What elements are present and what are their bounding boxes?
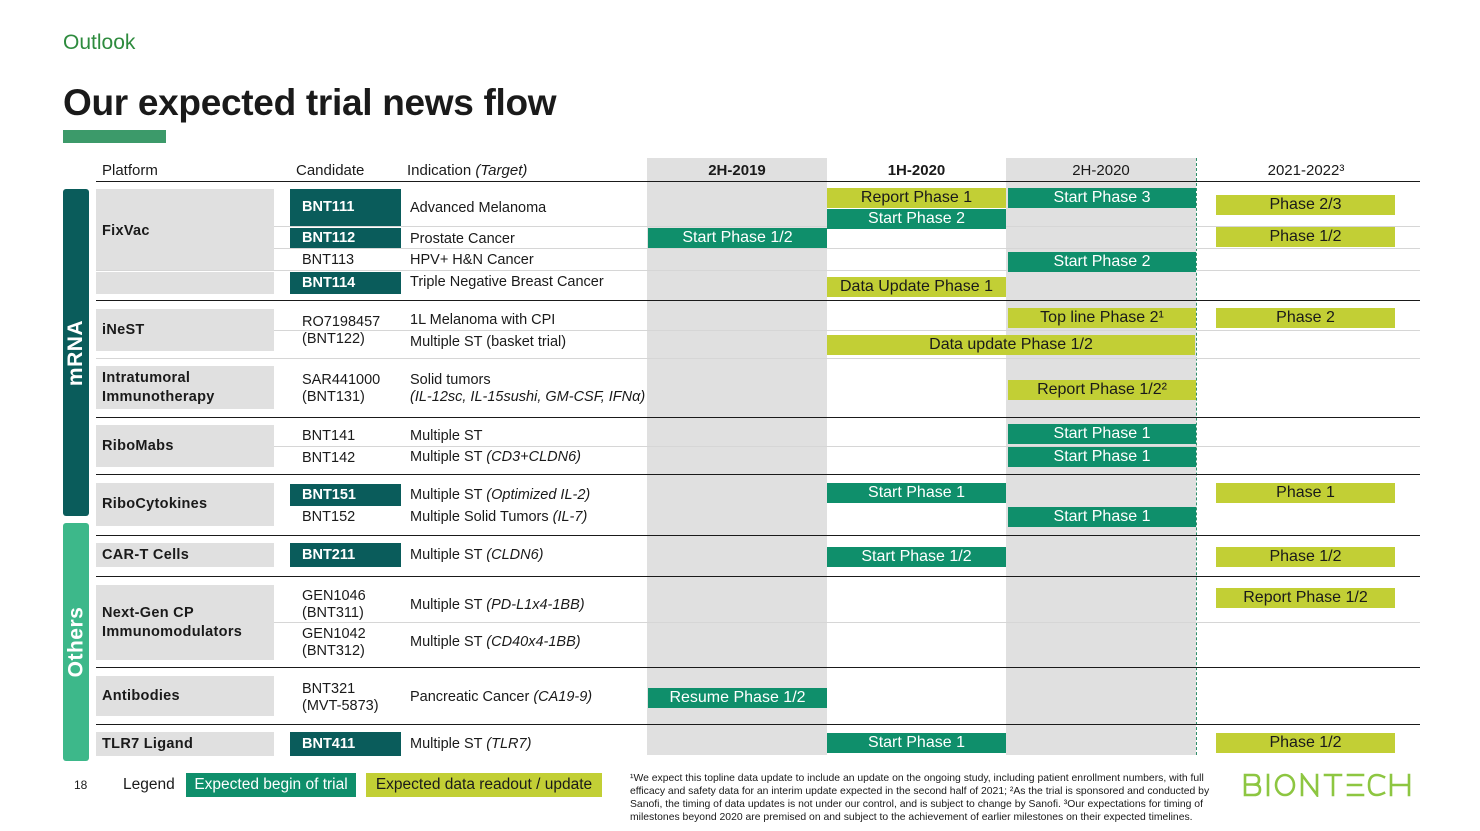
group-label-mrna: mRNA	[63, 189, 89, 516]
page-title: Our expected trial news flow	[63, 82, 557, 123]
indication-bnt312: Multiple ST (CD40x4-1BB)	[410, 633, 581, 650]
candidate-bnt142: BNT142	[302, 449, 356, 466]
header-indication: Indication (Target)	[407, 162, 528, 179]
indication-1l-melanoma-cpi: 1L Melanoma with CPI	[410, 311, 556, 328]
indication-prostate-cancer: Prostate Cancer	[410, 230, 515, 247]
title-underline	[63, 130, 166, 143]
milestone-bnt122-top-line-phase-2: Top line Phase 2¹	[1008, 308, 1196, 328]
platform-fixvac-extension	[96, 272, 274, 294]
milestone-bnt151-phase-1: Phase 1	[1216, 483, 1395, 503]
milestone-bnt114-data-update-phase-1: Data Update Phase 1	[827, 277, 1006, 297]
candidate-bnt141: BNT141	[302, 427, 356, 444]
platform-tlr7-ligand: TLR7 Ligand	[96, 732, 274, 756]
candidate-bnt113: BNT113	[302, 251, 355, 268]
header-period-2021-2022: 2021-2022³	[1267, 162, 1345, 179]
section-label: Outlook	[63, 31, 136, 54]
header-candidate: Candidate	[296, 162, 365, 179]
header-period-2h-2020: 2H-2020	[1072, 162, 1130, 179]
group-separator	[96, 667, 1420, 668]
footnote: ¹We expect this topline data update to include an update on the ongoing study, including patient enrollment numbers, with full efficacy and safety data for an interim update expected in the second half of 2021; ²As the trial is sponsored and conducted by Sanofi, the timing of data updates is not under our control, and is subject to change by Sanofi. ³Our expectations for timing of milestones beyond 2020 are premised on and subject to the achievement of earlier milestones on their expected timelines.	[630, 773, 1210, 823]
milestone-bnt152-start-phase-1: Start Phase 1	[1008, 507, 1196, 527]
platform-fixvac: FixVac	[96, 189, 274, 270]
indication-basket-trial: Multiple ST (basket trial)	[410, 333, 567, 350]
milestone-bnt321-resume-phase-1-2: Resume Phase 1/2	[648, 688, 827, 708]
candidate-bnt321: BNT321 (MVT-5873)	[302, 681, 379, 714]
indication-hpv-hn-cancer: HPV+ H&N Cancer	[410, 251, 534, 268]
group-separator	[96, 535, 1420, 536]
milestone-bnt151-start-phase-1: Start Phase 1	[827, 483, 1006, 503]
platform-next-gen-cp-immunomodulators: Next-Gen CP Immunomodulators	[96, 585, 274, 660]
candidate-bnt411: BNT411	[290, 732, 401, 756]
platform-antibodies: Antibodies	[96, 676, 274, 716]
milestone-bnt142-start-phase-1: Start Phase 1	[1008, 447, 1196, 467]
legend-data-readout: Expected data readout / update	[366, 773, 602, 797]
indication-bnt321: Pancreatic Cancer (CA19-9)	[410, 688, 593, 705]
group-separator	[96, 576, 1420, 577]
platform-ribomabs: RiboMabs	[96, 425, 274, 467]
milestone-bnt211-start-phase-1-2: Start Phase 1/2	[827, 547, 1006, 567]
milestone-bnt112-phase-1-2: Phase 1/2	[1216, 227, 1395, 247]
header-separator	[96, 181, 1420, 182]
legend-label: Legend	[123, 776, 175, 793]
candidate-bnt152: BNT152	[302, 508, 356, 525]
milestone-bnt411-phase-1-2: Phase 1/2	[1216, 733, 1395, 753]
indication-solid-tumors: Solid tumors (IL-12sc, IL-15sushi, GM-CSF, IFNα)	[410, 372, 646, 405]
indication-bnt151: Multiple ST (Optimized IL-2)	[410, 486, 591, 503]
header-period-2h-2019: 2H-2019	[708, 162, 766, 179]
candidate-bnt111: BNT111	[290, 189, 401, 226]
milestone-bnt311-report-phase-1-2: Report Phase 1/2	[1216, 588, 1395, 608]
candidate-bnt131: SAR441000 (BNT131)	[302, 372, 381, 405]
milestone-bnt211-phase-1-2: Phase 1/2	[1216, 547, 1395, 567]
row-separator	[96, 270, 1420, 271]
milestone-bnt122-data-update-phase-1-2: Data update Phase 1/2	[827, 335, 1195, 355]
header-platform: Platform	[102, 162, 158, 179]
indication-bnt311: Multiple ST (PD-L1x4-1BB)	[410, 596, 585, 613]
biontech-logo	[1243, 773, 1413, 797]
candidate-bnt151: BNT151	[290, 484, 401, 506]
group-separator	[96, 724, 1420, 725]
group-label-others: Others	[63, 523, 89, 761]
group-separator	[96, 474, 1420, 475]
candidate-bnt114: BNT114	[290, 272, 401, 294]
group-separator	[96, 358, 1420, 359]
legend-begin-of-trial: Expected begin of trial	[186, 773, 356, 797]
header-period-1h-2020: 1H-2020	[887, 162, 946, 179]
indication-bnt152: Multiple Solid Tumors (IL-7)	[410, 508, 588, 525]
candidate-bnt112: BNT112	[290, 228, 401, 248]
candidate-bnt311: GEN1046 (BNT311)	[302, 588, 366, 621]
indication-advanced-melanoma: Advanced Melanoma	[410, 199, 547, 216]
platform-intratumoral-immunotherapy: Intratumoral Immunotherapy	[96, 366, 274, 409]
milestone-bnt141-start-phase-1: Start Phase 1	[1008, 424, 1196, 444]
indication-bnt411: Multiple ST (TLR7)	[410, 735, 532, 752]
milestone-bnt122-phase-2: Phase 2	[1216, 308, 1395, 328]
group-separator	[96, 300, 1420, 301]
indication-bnt142: Multiple ST (CD3+CLDN6)	[410, 448, 581, 465]
milestone-bnt113-start-phase-2: Start Phase 2	[1008, 252, 1196, 272]
candidate-bnt122: RO7198457 (BNT122)	[302, 314, 381, 347]
platform-car-t-cells: CAR-T Cells	[96, 543, 274, 567]
candidate-bnt312: GEN1042 (BNT312)	[302, 626, 366, 659]
page-number: 18	[74, 778, 88, 792]
platform-inest: iNeST	[96, 309, 274, 351]
milestone-bnt111-report-phase-1: Report Phase 1	[827, 188, 1006, 208]
indication-bnt211: Multiple ST (CLDN6)	[410, 546, 544, 563]
milestone-bnt111-start-phase-3: Start Phase 3	[1008, 188, 1196, 208]
milestone-bnt411-start-phase-1: Start Phase 1	[827, 733, 1006, 753]
milestone-bnt112-start-phase-1-2: Start Phase 1/2	[648, 228, 827, 248]
indication-bnt141: Multiple ST	[410, 427, 483, 444]
platform-ribocytokines: RiboCytokines	[96, 483, 274, 526]
row-separator	[96, 248, 1420, 249]
group-separator	[96, 417, 1420, 418]
row-separator	[96, 446, 1420, 447]
milestone-bnt131-report-phase-1-2: Report Phase 1/2²	[1008, 380, 1196, 400]
indication-tnbc: Triple Negative Breast Cancer	[410, 273, 604, 290]
milestone-bnt111-phase-2-3: Phase 2/3	[1216, 195, 1395, 215]
milestone-bnt111-start-phase-2: Start Phase 2	[827, 209, 1006, 229]
candidate-bnt211: BNT211	[290, 543, 401, 567]
